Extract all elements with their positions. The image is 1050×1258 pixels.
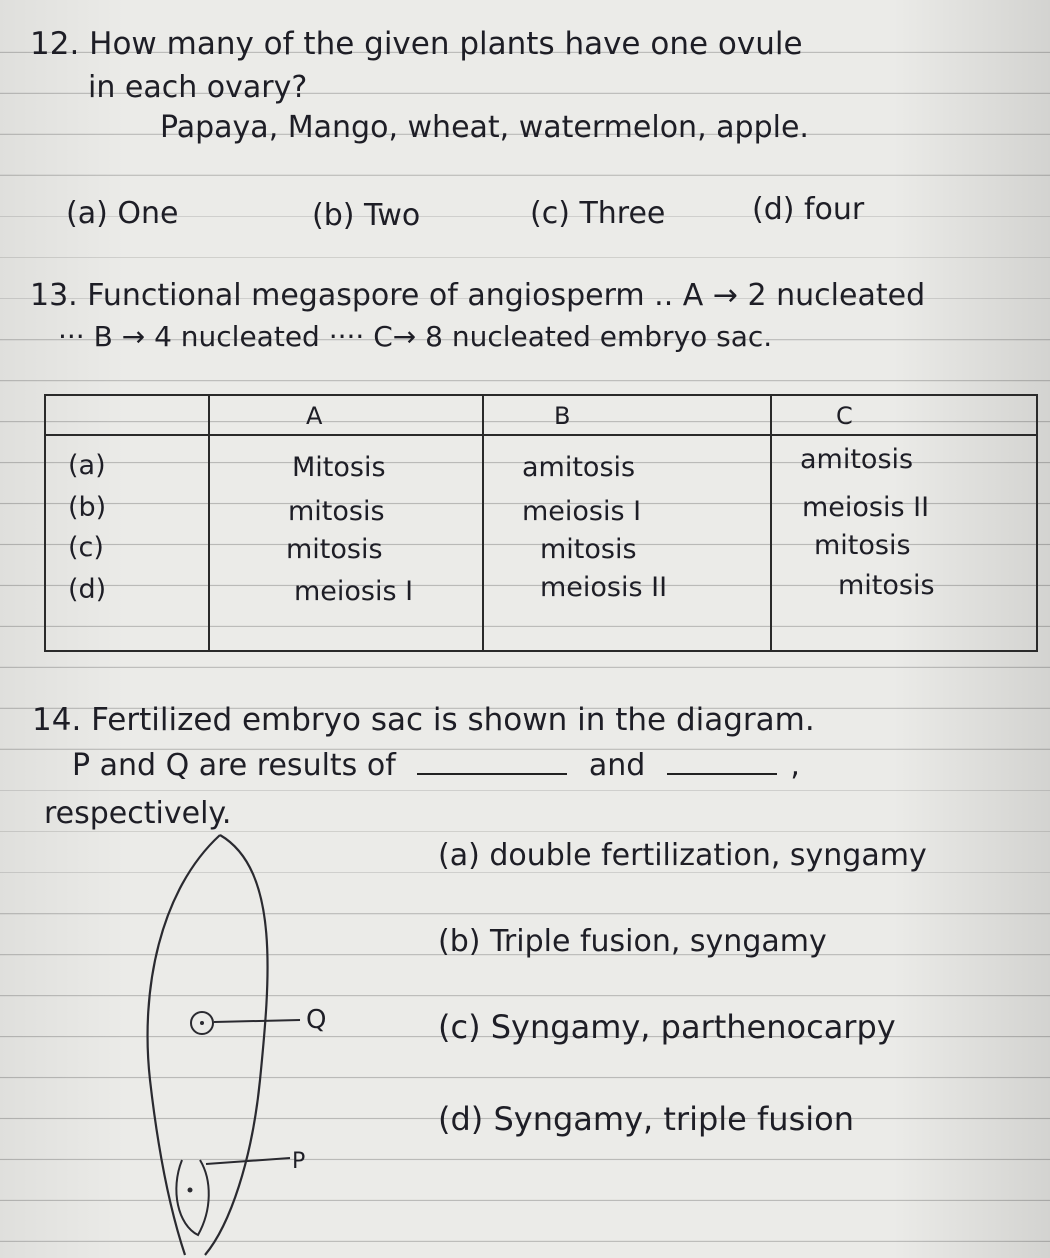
pointer-line-p — [206, 1158, 290, 1164]
q12-title: 12. How many of the given plants have one ovule — [30, 26, 803, 62]
q14-option-b: (b) Triple fusion, syngamy — [438, 924, 827, 959]
table-row-label: (d) — [68, 574, 107, 605]
q14-line-end: , — [790, 748, 800, 783]
table-header-c: C — [836, 402, 853, 430]
q14-option-c: (c) Syngamy, parthenocarpy — [438, 1008, 896, 1046]
table-cell-b: meiosis II — [540, 572, 668, 603]
table-row-label: (a) — [68, 450, 106, 481]
q13-title-continuation: ··· B → 4 nucleated ···· C→ 8 nucleated embryo sac. — [58, 320, 773, 353]
zygote-nucleus — [188, 1188, 193, 1193]
table-cell-c: meiosis II — [802, 492, 930, 523]
table-row-label: (b) — [68, 492, 107, 523]
pointer-line-q — [214, 1020, 300, 1022]
q14-title: 14. Fertilized embryo sac is shown in the diagram. — [32, 702, 815, 738]
q14-line-mid: and — [588, 748, 646, 783]
q12-option-a: (a) One — [66, 196, 179, 231]
q12-plant-list: Papaya, Mango, wheat, watermelon, apple. — [160, 110, 809, 145]
q12-option-b: (b) Two — [312, 198, 421, 233]
table-cell-b: mitosis — [540, 534, 637, 565]
table-cell-c: mitosis — [838, 570, 935, 601]
label-p: P — [292, 1149, 306, 1174]
table-cell-c: amitosis — [800, 444, 914, 475]
q14-title-continuation: respectively. — [44, 796, 232, 831]
label-q: Q — [306, 1005, 327, 1035]
q12-option-c: (c) Three — [530, 196, 666, 231]
q13-title: 13. Functional megaspore of angiosperm .. A → 2 nucleated — [30, 278, 926, 313]
blank-1 — [417, 773, 567, 775]
table-cell-b: amitosis — [522, 452, 636, 483]
embryo-sac-diagram — [120, 830, 360, 1258]
q12-title-continuation: in each ovary? — [88, 70, 308, 105]
table-cell-a: mitosis — [288, 496, 385, 527]
table-cell-a: mitosis — [286, 534, 383, 565]
table-cell-a: meiosis I — [294, 576, 414, 607]
table-header-a: A — [306, 402, 323, 430]
q14-line-start: P and Q are results of — [72, 748, 396, 783]
table-cell-a: Mitosis — [292, 452, 386, 483]
q13-options-table — [44, 394, 1038, 652]
table-cell-c: mitosis — [814, 530, 911, 561]
q14-fill-in-line — [72, 748, 800, 783]
blank-2 — [667, 773, 777, 775]
table-cell-b: meiosis I — [522, 496, 642, 527]
q12-option-d: (d) four — [752, 192, 865, 227]
egg-apparatus-P — [176, 1160, 208, 1235]
embryo-sac-right-wall — [205, 835, 268, 1255]
nucleus-dot — [200, 1021, 204, 1025]
q14-option-a: (a) double fertilization, syngamy — [438, 838, 927, 873]
q14-option-d: (d) Syngamy, triple fusion — [438, 1100, 854, 1138]
table-header-b: B — [554, 402, 571, 430]
table-row-label: (c) — [68, 532, 104, 563]
